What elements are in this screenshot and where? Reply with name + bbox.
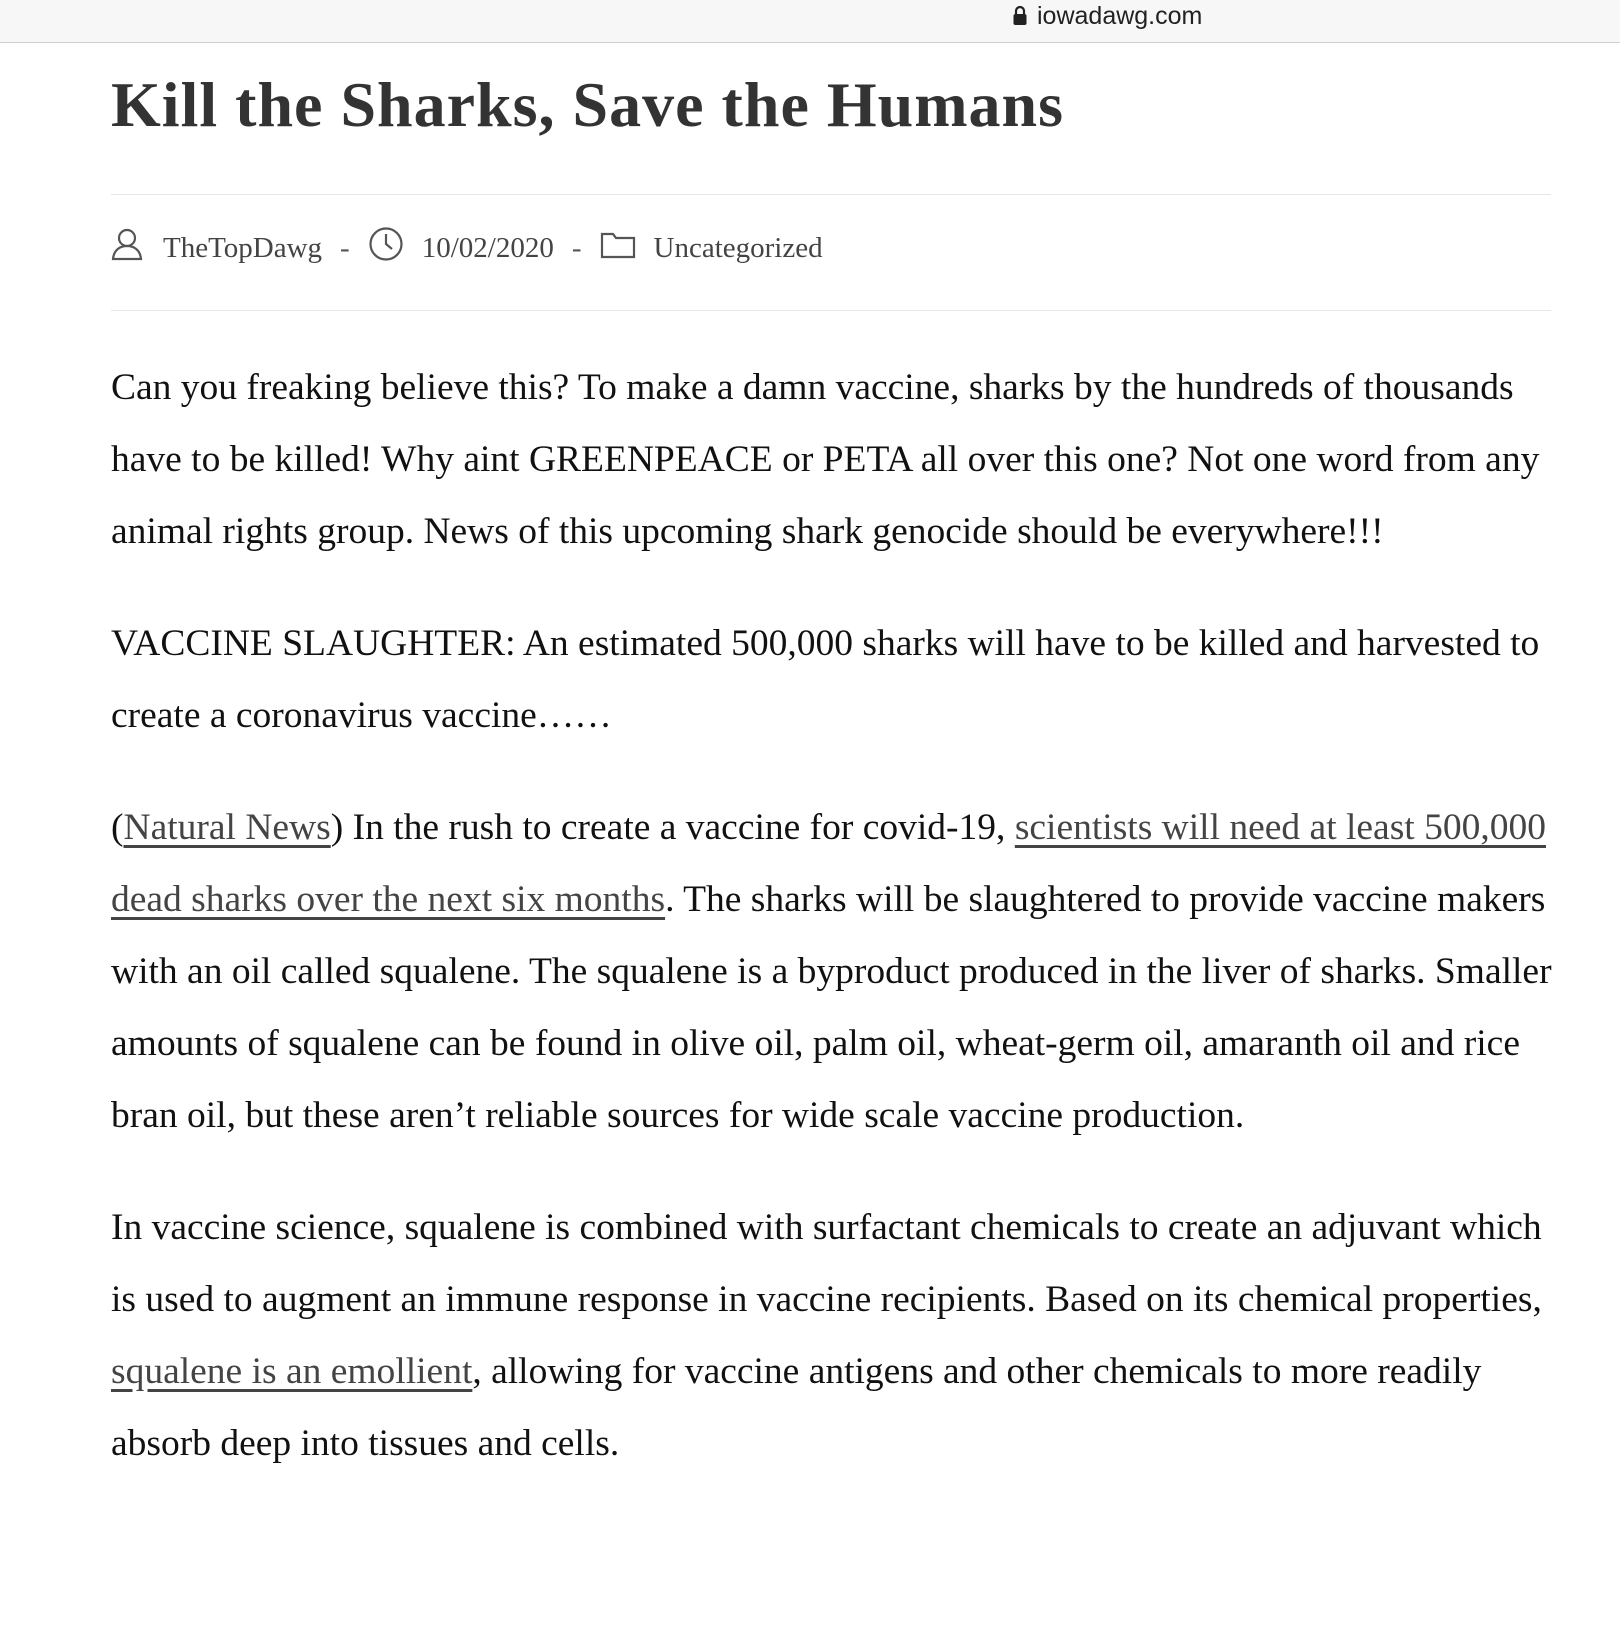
clock-icon <box>368 226 404 270</box>
post-date: 10/02/2020 <box>421 231 554 264</box>
user-icon <box>111 227 145 269</box>
emollient-link[interactable]: squalene is an emollient <box>111 1351 473 1392</box>
post-meta <box>111 224 823 272</box>
natural-news-link[interactable]: Natural News <box>123 807 331 848</box>
post-title: Kill the Sharks, Save the Humans <box>111 69 1065 140</box>
browser-url-bar[interactable] <box>0 0 1620 43</box>
divider-bottom <box>111 310 1551 311</box>
url-text: iowadawg.com <box>1037 1 1203 30</box>
paragraph-1: Can you freaking believe this? To make a damn vaccine, sharks by the hundreds of thousands have to be killed! Why aint GREENPEACE or PETA all over this one? Not one word from any animal rights group. News of this upcoming shark genocide should be everywhere!!! <box>111 367 1540 552</box>
meta-separator: - <box>340 231 350 264</box>
dead-sharks-link[interactable]: scientists will need at least 500,000 dead sharks over the next six months <box>111 807 1546 920</box>
text: ) In the rush to create a vaccine for covid-19, <box>330 807 1015 848</box>
paragraph-2: VACCINE SLAUGHTER: An estimated 500,000 sharks will have to be killed and harvested to create a coronavirus vaccine…… <box>111 623 1540 736</box>
url-display[interactable] <box>1012 0 1202 32</box>
text: ( <box>111 807 124 848</box>
divider-top <box>111 194 1551 195</box>
text: . The sharks will be slaughtered to provide vaccine makers with an oil called squalene. The squalene is a byproduct produced in the liver of sharks. Smaller amounts of squalene can be found in olive oil, palm oil, wheat-germ oil, amaranth oil and rice bran oil, but these aren’t reliable sources for wide scale vaccine production. <box>111 879 1552 1136</box>
folder-icon <box>600 229 636 267</box>
meta-separator: - <box>571 231 582 264</box>
lock-icon <box>1012 5 1028 27</box>
paragraph-3 <box>111 792 1561 1152</box>
paragraph-4 <box>111 1192 1561 1480</box>
post-content <box>111 352 1561 1520</box>
category-link[interactable]: Uncategorized <box>653 231 823 264</box>
author-link[interactable]: TheTopDawg <box>163 231 323 264</box>
text: , allowing for vaccine antigens and other chemicals to more readily absorb deep into tissues and cells. <box>111 1351 1482 1464</box>
text: In vaccine science, squalene is combined with surfactant chemicals to create an adjuvant which is used to augment an immune response in vaccine recipients. Based on its chemical properties, <box>111 1207 1542 1320</box>
